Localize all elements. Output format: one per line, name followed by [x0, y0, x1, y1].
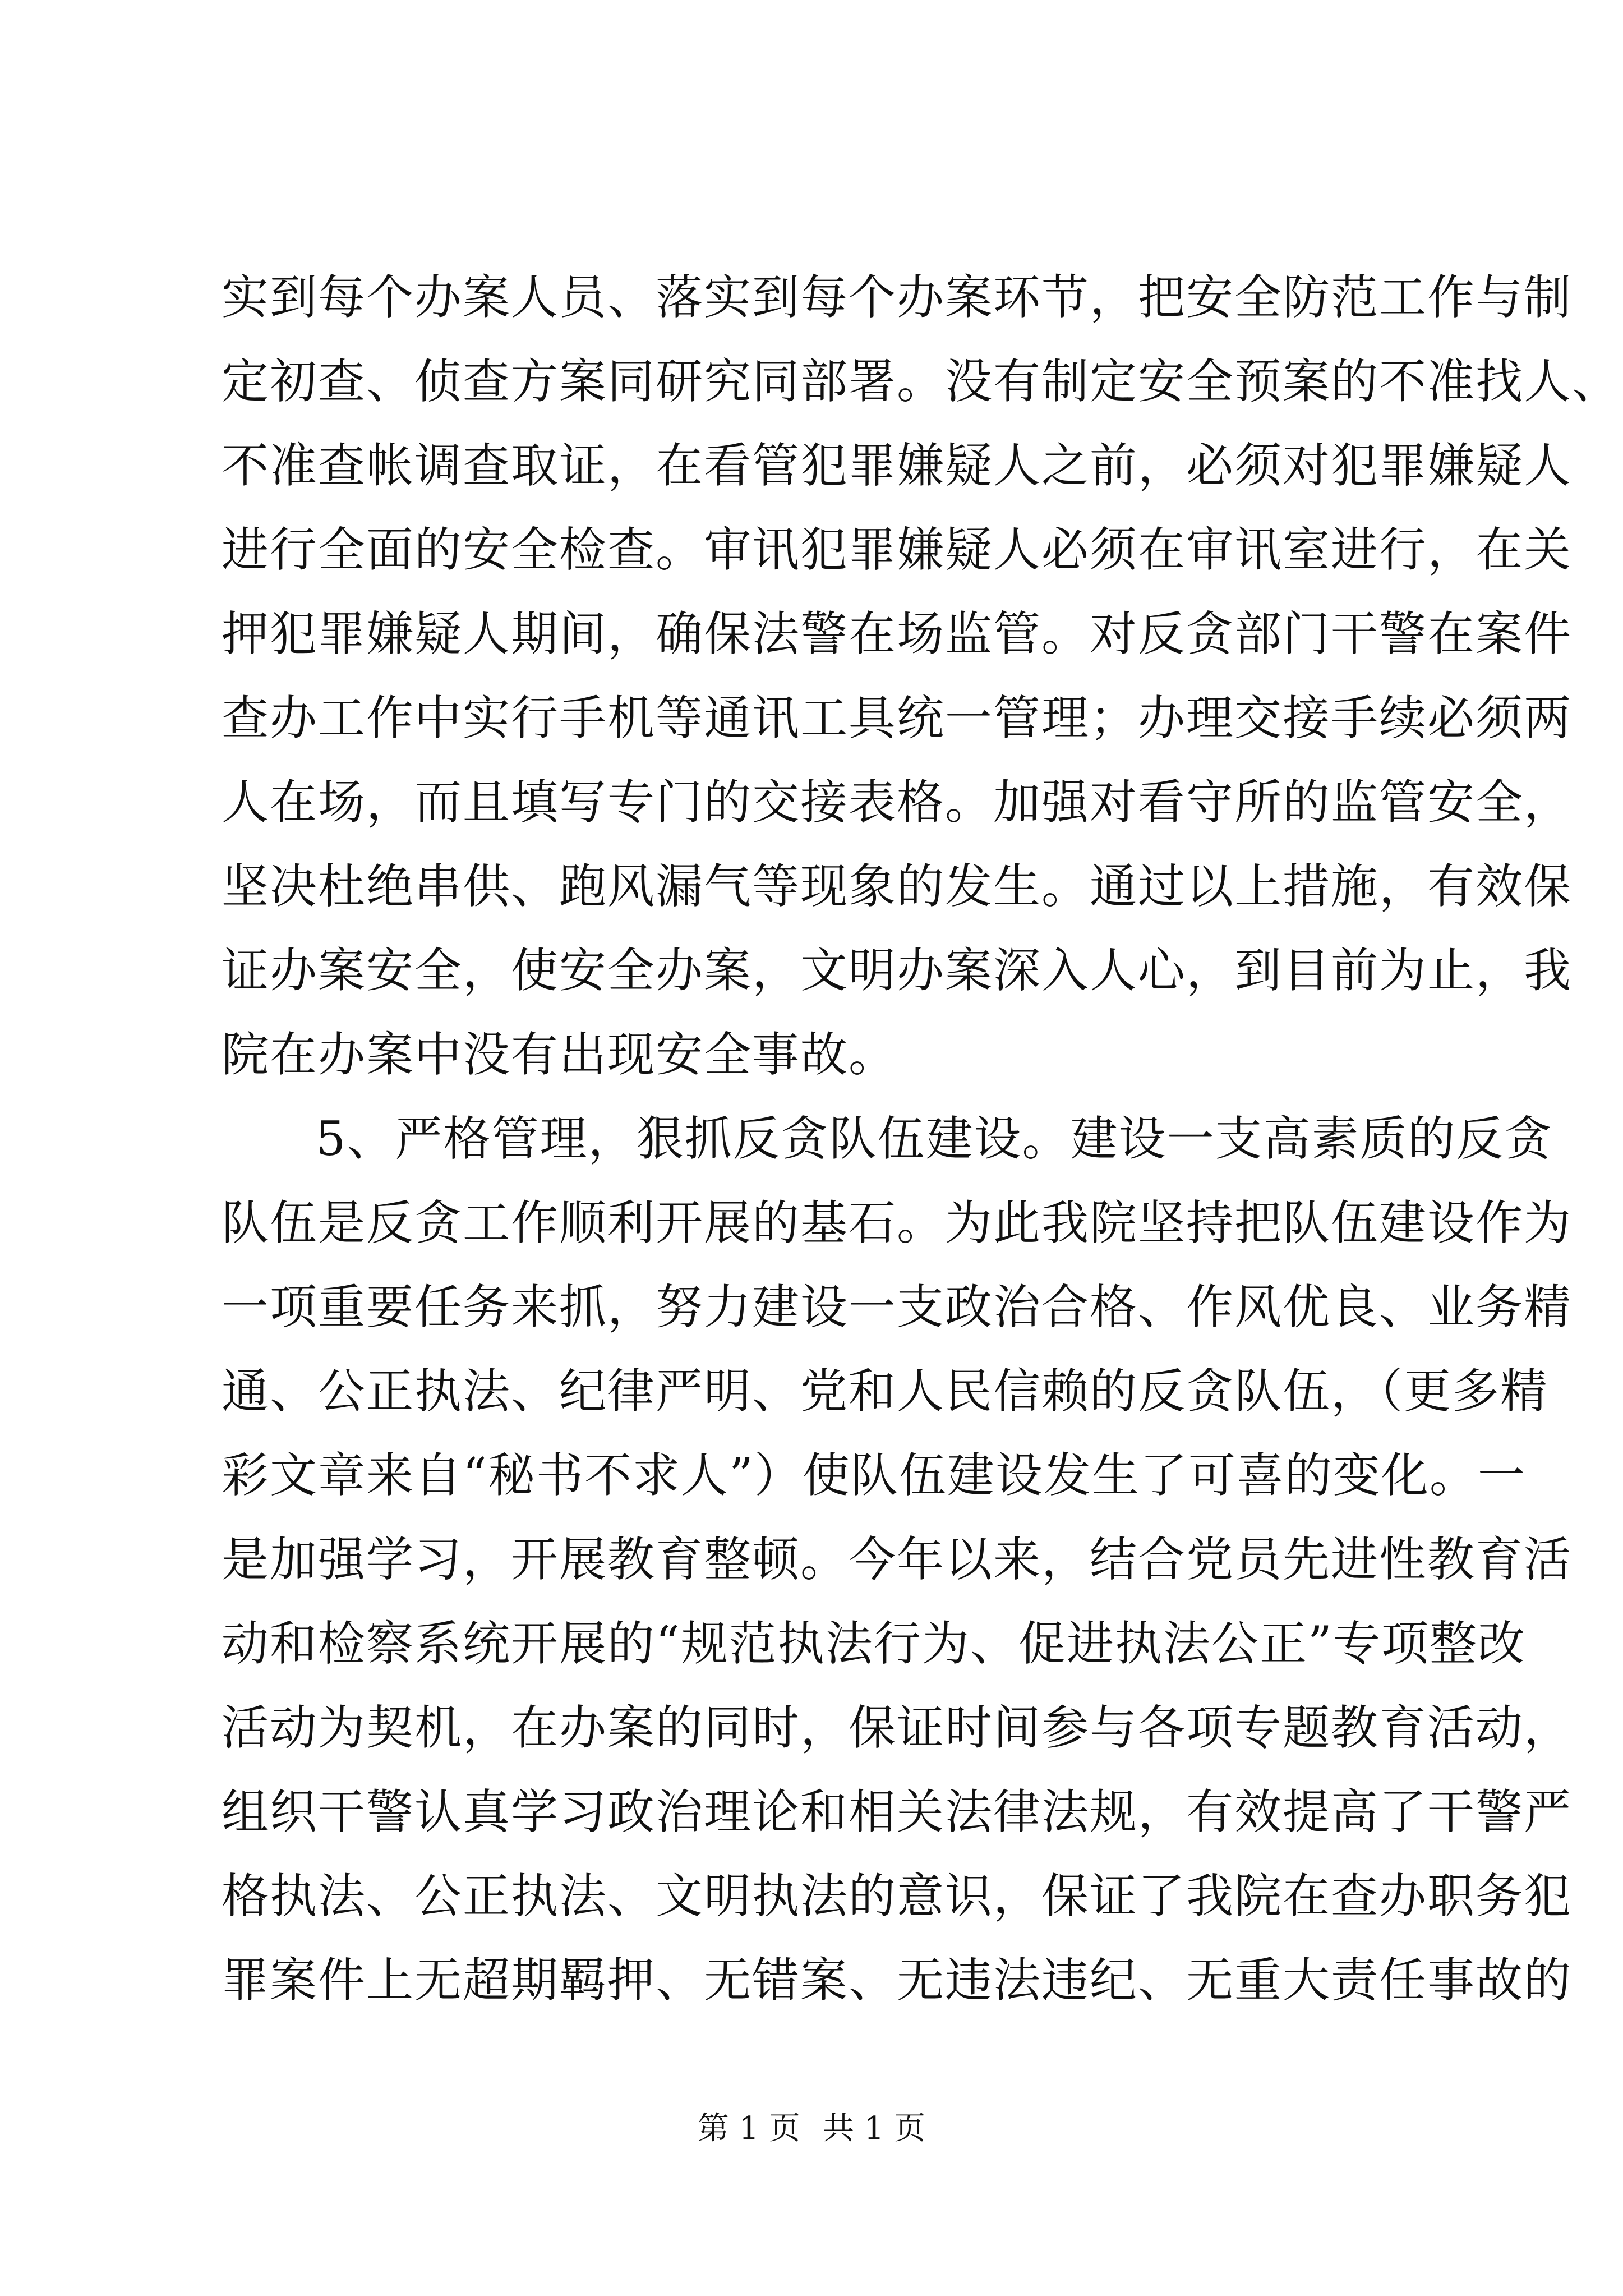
text-line: 组织干警认真学习政治理论和相关法律法规，有效提高了干警严: [222, 1784, 1573, 1839]
text-line: 押犯罪嫌疑人期间，确保法警在场监管。对反贪部门干警在案件: [222, 606, 1573, 661]
document-body: [222, 255, 1621, 2022]
text-line: 彩文章来自“秘书不求人”）使队伍建设发生了可喜的变化。一: [222, 1448, 1526, 1503]
text-line: 通、公正执法、纪律严明、党和人民信赖的反贪队伍，（更多精: [222, 1364, 1549, 1419]
text-line: 坚决杜绝串供、跑风漏气等现象的发生。通过以上措施，有效保: [222, 859, 1573, 914]
text-line: 证办案安全，使安全办案，文明办案深入人心，到目前为止，我: [222, 943, 1573, 998]
page-footer: [0, 2106, 1623, 2151]
text-line: 活动为契机，在办案的同时，保证时间参与各项专题教育活动，: [222, 1700, 1573, 1755]
text-line: 不准查帐调查取证，在看管犯罪嫌疑人之前，必须对犯罪嫌疑人: [222, 438, 1573, 493]
text-line: 实到每个办案人员、落实到每个办案环节，把安全防范工作与制: [222, 270, 1573, 325]
text-line: 院在办案中没有出现安全事故。: [222, 1027, 897, 1082]
text-line: 罪案件上无超期羁押、无错案、无违法违纪、无重大责任事故的: [222, 1953, 1573, 2008]
text-line: 是加强学习，开展教育整顿。今年以来，结合党员先进性教育活: [222, 1532, 1573, 1587]
text-line: 一项重要任务来抓，努力建设一支政治合格、作风优良、业务精: [222, 1280, 1573, 1335]
text-line: 动和检察系统开展的“规范执法行为、促进执法公正”专项整改: [222, 1616, 1526, 1671]
text-line: 进行全面的安全检查。审讯犯罪嫌疑人必须在审讯室进行，在关: [222, 522, 1573, 577]
text-line: 格执法、公正执法、文明执法的意识，保证了我院在查办职务犯: [222, 1869, 1573, 1924]
text-line: 人在场，而且填写专门的交接表格。加强对看守所的监管安全，: [222, 775, 1573, 830]
text-line: 查办工作中实行手机等通讯工具统一管理；办理交接手续必须两: [222, 691, 1573, 746]
page-total: 共 1 页: [823, 2110, 926, 2147]
text-line: 定初查、侦查方案同研究同部署。没有制定安全预案的不准找人、: [222, 354, 1621, 409]
page-number: 第 1 页: [697, 2110, 800, 2147]
paragraph-start-line: 5、严格管理，狠抓反贪队伍建设。建设一支高素质的反贪: [316, 1111, 1553, 1166]
text-line: 队伍是反贪工作顺利开展的基石。为此我院坚持把队伍建设作为: [222, 1195, 1573, 1250]
